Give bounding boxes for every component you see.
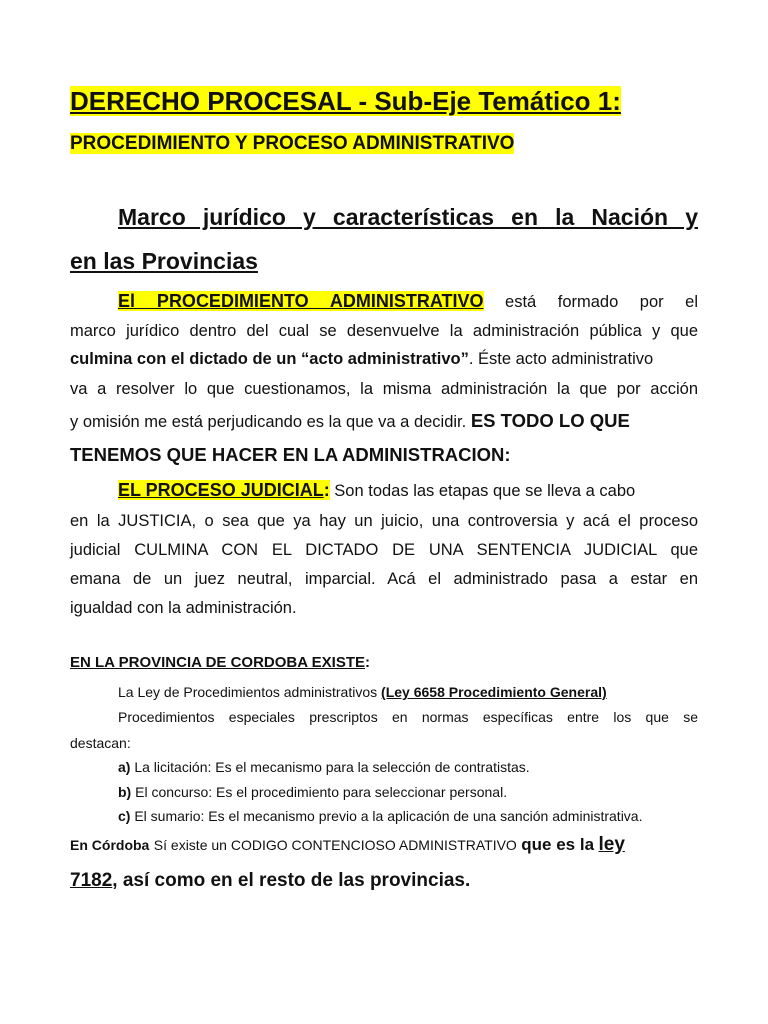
p1-line4: va a resolver lo que cuestionamos, la misma administración la que por acción [70,380,698,398]
title-line2: PROCEDIMIENTO Y PROCESO ADMINISTRATIVO [70,133,515,154]
list-text-b: El concurso: Es el procedimiento para seleccionar personal. [135,784,508,800]
final-text: Sí existe un CODIGO CONTENCIOSO ADMINISTRATIVO [153,837,517,853]
final-rest: , así como en el resto de las provincias. [112,870,471,891]
list-marker-b: b) [118,784,132,800]
p1-line5-big: ES TODO LO QUE [470,410,630,431]
cordoba-heading-colon: : [365,654,371,671]
cordoba-heading [70,654,370,671]
p1-line2: marco jurídico dentro del cual se desenvuelve la administración pública y que [70,322,698,340]
p2-line2: en la JUSTICIA, o sea que ya hay un juicio, una controversia y acá el proceso [70,512,698,530]
cordoba-heading-text: EN LA PROVINCIA DE CORDOBA EXISTE [70,654,366,671]
section-heading-line2: en las Provincias [70,248,258,274]
p2-line1 [118,480,635,501]
p2-lead-colon: : [323,480,330,500]
final-ley: ley [598,834,625,855]
p2-lead: EL PROCESO JUDICIAL [118,480,324,500]
p2-line4: emana de un juez neutral, imparcial. Acá el administrado pasa a estar en [70,570,698,588]
p1-line3-bold: culmina con el dictado de un “acto administrativo” [70,350,469,368]
p1-line3 [70,350,653,369]
p1-line6: TENEMOS QUE HACER EN LA ADMINISTRACION: [70,444,511,465]
p1-line3-rest: . Éste acto administrativo [468,350,654,368]
list-item-b [118,784,507,800]
document-title [70,86,621,117]
list-marker-c: c) [118,808,131,824]
cordoba-especiales-line1: Procedimientos especiales prescriptos en normas específicas entre los que se [118,709,698,725]
cordoba-final-line2 [70,870,470,892]
list-text-a: La licitación: Es el mecanismo para la selección de contratistas. [134,759,530,775]
p1-line1 [118,291,698,312]
final-que: que es la [521,835,595,854]
list-item-c [118,808,642,824]
title-line1: DERECHO PROCESAL - Sub-Eje Temático 1: [70,86,621,116]
p1-line1-text: está formado por el [505,293,698,311]
cordoba-ley-line [118,684,607,700]
p1-line5-text: y omisión me está perjudicando es la que va a decidir. [70,413,467,431]
list-marker-a: a) [118,759,131,775]
list-item-a [118,759,530,775]
final-en-cordoba: En Córdoba [70,837,150,853]
cordoba-ley-text: La Ley de Procedimientos administrativos [118,684,378,700]
final-num: 7182 [70,870,113,891]
p2-line5: igualdad con la administración. [70,599,297,617]
section-heading-line1: Marco jurídico y características en la Nación y [118,204,698,230]
p2-line3: judicial CULMINA CON EL DICTADO DE UNA SENTENCIA JUDICIAL que [70,541,698,559]
list-text-c: El sumario: Es el mecanismo previo a la aplicación de una sanción administrativa. [134,808,643,824]
p1-lead: El PROCEDIMIENTO ADMINISTRATIVO [118,291,484,311]
cordoba-especiales-line2: destacan: [70,735,131,751]
cordoba-ley-bold: (Ley 6658 Procedimiento General) [381,684,607,700]
p1-line5 [70,410,630,432]
p2-line1-text: Son todas las etapas que se lleva a cabo [334,482,636,500]
cordoba-final-line1 [70,834,625,856]
document-subtitle [70,133,514,155]
